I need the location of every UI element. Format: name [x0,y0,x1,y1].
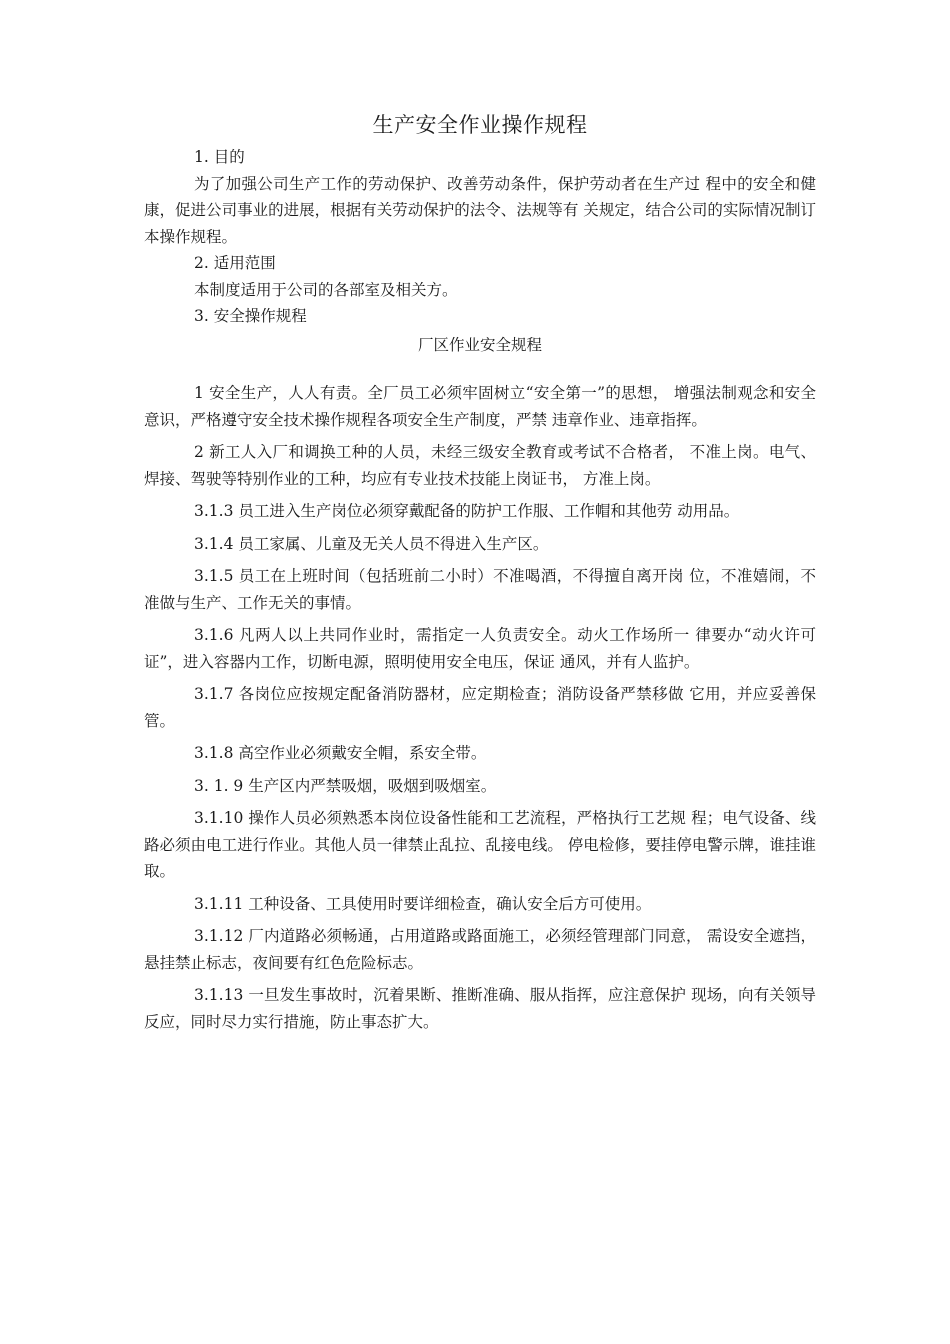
rule-item: 3.1.3 员工进入生产岗位必须穿戴配备的防护工作服、工作帽和其他劳 动用品。 [194,502,740,520]
section-text-purpose: 为了加强公司生产工作的劳动保护、改善劳动条件，保护劳动者在生产过 程中的安全和健康，促进公司事业的进展，根据有关劳动保护的法令、法规等有 关规定，结合公司的实际情况制订本操作规程。 [144,174,816,246]
rules-subtitle: 厂区作业安全规程 [417,335,542,354]
rule-item: 3. 1. 9 生产区内严禁吸烟，吸烟到吸烟室。 [194,776,497,795]
rule-item: 3.1.4 员工家属、儿童及无关人员不得进入生产区。 [194,534,549,553]
rule-item: 3.1.13 一旦发生事故时，沉着果断、推断准确、服从指挥，应注意保护 现场，向有关领导反应，同时尽力实行措施，防止事态扩大。 [144,986,816,1031]
rule-item: 1 安全生产，人人有责。全厂员工必须牢固树立“安全第一”的思想， 增强法制观念和安全意识，严格遵守安全技术操作规程各项安全生产制度，严禁 违章作业、违章指挥。 [144,384,816,429]
rule-item: 3.1.7 各岗位应按规定配备消防器材，应定期检查；消防设备严禁移做 它用，并应妥善保管。 [144,685,816,730]
rule-item: 3.1.11 工种设备、工具使用时要详细检查，确认安全后方可使用。 [194,894,652,913]
section-heading-scope: 2. 适用范围 [194,254,276,272]
rule-item: 2 新工人入厂和调换工种的人员，未经三级安全教育或考试不合格者， 不准上岗。电气、焊接、驾驶等特别作业的工种，均应有专业技术技能上岗证书， 方准上岗。 [144,443,816,488]
section-heading-purpose: 1. 目的 [194,148,245,166]
rule-item: 3.1.10 操作人员必须熟悉本岗位设备性能和工艺流程，严格执行工艺规 程；电气设备、线路必须由电工进行作业。其他人员一律禁止乱拉、乱接电线。 停电检修，要挂停电警示牌，谁挂谁取。 [144,809,816,880]
rule-item: 3.1.6 凡两人以上共同作业时，需指定一人负责安全。动火工作场所一 律要办“动火许可证”，进入容器内工作，切断电源，照明使用安全电压，保证 通风，并有人监护。 [144,626,816,671]
document-title: 生产安全作业操作规程 [372,113,588,137]
rule-item: 3.1.5 员工在上班时间（包括班前二小时）不准喝酒，不得擅自离开岗 位，不准嬉闹，不准做与生产、工作无关的事情。 [144,567,816,612]
rule-item: 3.1.12 厂内道路必须畅通，占用道路或路面施工，必须经管理部门同意， 需设安全遮挡，悬挂禁止标志，夜间要有红色危险标志。 [144,927,816,972]
section-heading-rules: 3. 安全操作规程 [194,307,307,325]
rule-item: 3.1.8 高空作业必须戴安全帽，系安全带。 [194,744,487,762]
section-text-scope: 本制度适用于公司的各部室及相关方。 [194,280,458,299]
document-body [144,110,816,1041]
